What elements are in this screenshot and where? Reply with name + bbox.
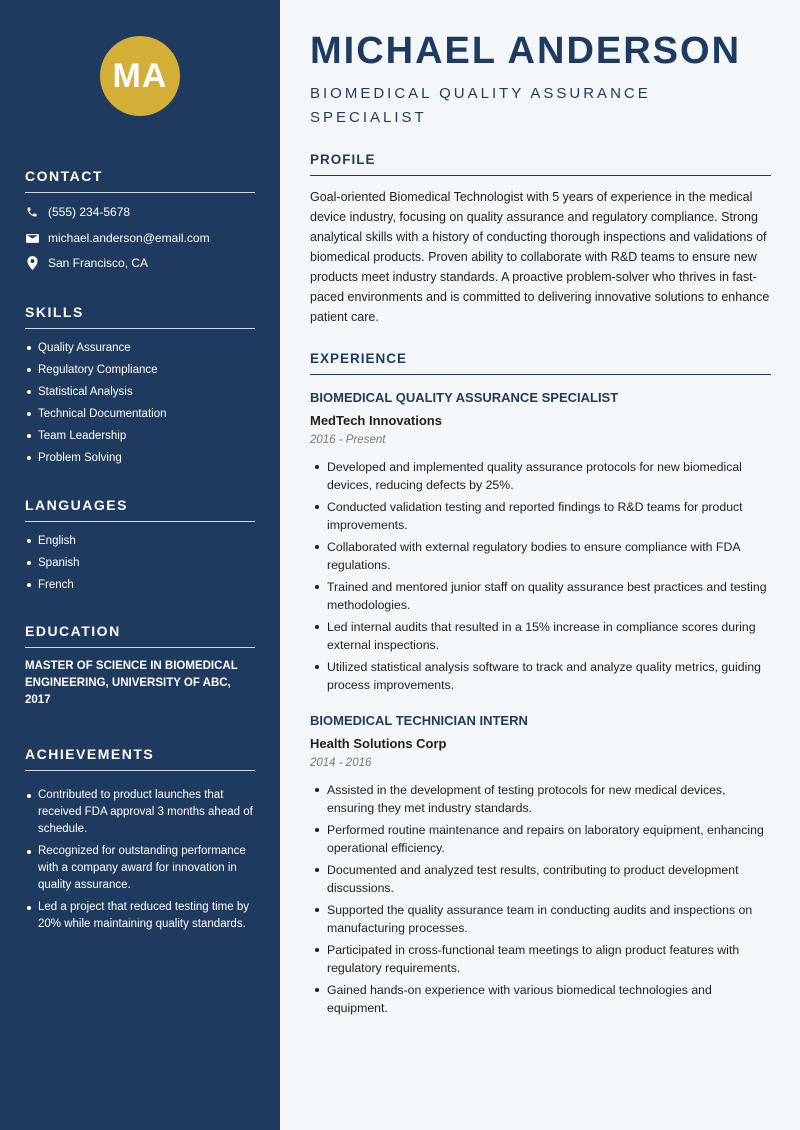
experience-heading: EXPERIENCE	[310, 351, 771, 375]
list-item: Regulatory Compliance	[25, 359, 255, 381]
list-item: Conducted validation testing and reported findings to R&D teams for product improvements.	[310, 498, 771, 534]
list-item: Gained hands-on experience with various biomedical technologies and equipment.	[310, 981, 771, 1017]
list-item: Participated in cross-functional team meetings to align product features with regulatory requirements.	[310, 941, 771, 977]
list-item: Recognized for outstanding performance with a company award for innovation in quality assurance.	[25, 843, 255, 894]
company-name: MedTech Innovations	[310, 413, 442, 428]
list-item: Developed and implemented quality assurance protocols for new biomedical devices, reducing defects by 25%.	[310, 458, 771, 494]
contact-email[interactable]	[25, 231, 210, 245]
contact-email-text: michael.anderson@email.com	[48, 231, 210, 245]
job-duties	[310, 781, 771, 1021]
contact-heading: CONTACT	[25, 168, 255, 193]
candidate-name: MICHAEL ANDERSON	[310, 30, 742, 72]
job-title: BIOMEDICAL QUALITY ASSURANCE SPECIALIST	[310, 390, 619, 405]
list-item: Documented and analyzed test results, contributing to product development discussions.	[310, 861, 771, 897]
profile-text: Goal-oriented Biomedical Technologist with 5 years of experience in the medical device industry, focusing on quality assurance and regulatory compliance. Strong analytical skills with a history of conducting thorough inspections and validations of biomedical products. Proven ability to collaborate with R&D teams to ensure new products meet industry standards. A proactive problem-solver who thrives in fast-paced environments and is committed to delivering innovative solutions to enhance patient care.	[310, 190, 770, 324]
job-dates: 2014 - 2016	[310, 757, 372, 769]
list-item: Problem Solving	[25, 447, 255, 469]
achievements-list	[25, 787, 255, 938]
list-item: Led a project that reduced testing time by 20% while maintaining quality standards.	[25, 899, 255, 933]
achievements-heading: ACHIEVEMENTS	[25, 746, 255, 771]
job-title: BIOMEDICAL TECHNICIAN INTERN	[310, 713, 528, 728]
sidebar	[0, 0, 280, 1130]
education-heading: EDUCATION	[25, 623, 255, 648]
contact-phone-text: (555) 234-5678	[48, 205, 131, 219]
skills-heading: SKILLS	[25, 304, 255, 329]
list-item: Team Leadership	[25, 425, 255, 447]
list-item: Performed routine maintenance and repairs on laboratory equipment, enhancing operational efficiency.	[310, 821, 771, 857]
location-pin-icon	[25, 256, 39, 270]
list-item: Quality Assurance	[25, 337, 255, 359]
contact-phone[interactable]	[25, 205, 130, 219]
contact-location-text: San Francisco, CA	[48, 256, 149, 270]
list-item: Led internal audits that resulted in a 15% increase in compliance scores during external inspections.	[310, 618, 771, 654]
list-item: Supported the quality assurance team in conducting audits and inspections on manufacturing processes.	[310, 901, 771, 937]
list-item: Technical Documentation	[25, 403, 255, 425]
list-item: Trained and mentored junior staff on quality assurance best practices and testing methodologies.	[310, 578, 771, 614]
list-item: Spanish	[25, 552, 255, 574]
list-item: Assisted in the development of testing protocols for new medical devices, ensuring they met industry standards.	[310, 781, 771, 817]
list-item: Utilized statistical analysis software to track and analyze quality metrics, guiding process improvements.	[310, 658, 771, 694]
list-item: English	[25, 530, 255, 552]
email-icon	[25, 231, 39, 245]
languages-list	[25, 530, 255, 596]
languages-heading: LANGUAGES	[25, 497, 255, 522]
list-item: Statistical Analysis	[25, 381, 255, 403]
list-item: Contributed to product launches that received FDA approval 3 months ahead of schedule.	[25, 787, 255, 838]
list-item: Collaborated with external regulatory bodies to ensure compliance with FDA regulations.	[310, 538, 771, 574]
list-item: French	[25, 574, 255, 596]
candidate-title: BIOMEDICAL QUALITY ASSURANCE SPECIALIST	[310, 85, 651, 126]
skills-list	[25, 337, 255, 469]
profile-heading: PROFILE	[310, 152, 771, 176]
company-name: Health Solutions Corp	[310, 736, 447, 751]
job-dates: 2016 - Present	[310, 434, 386, 446]
education-entry: MASTER OF SCIENCE IN BIOMEDICAL ENGINEERING, UNIVERSITY OF ABC, 2017	[25, 660, 238, 706]
avatar: MA	[100, 36, 180, 116]
job-duties	[310, 458, 771, 698]
phone-icon	[25, 205, 39, 219]
contact-location	[25, 256, 148, 270]
